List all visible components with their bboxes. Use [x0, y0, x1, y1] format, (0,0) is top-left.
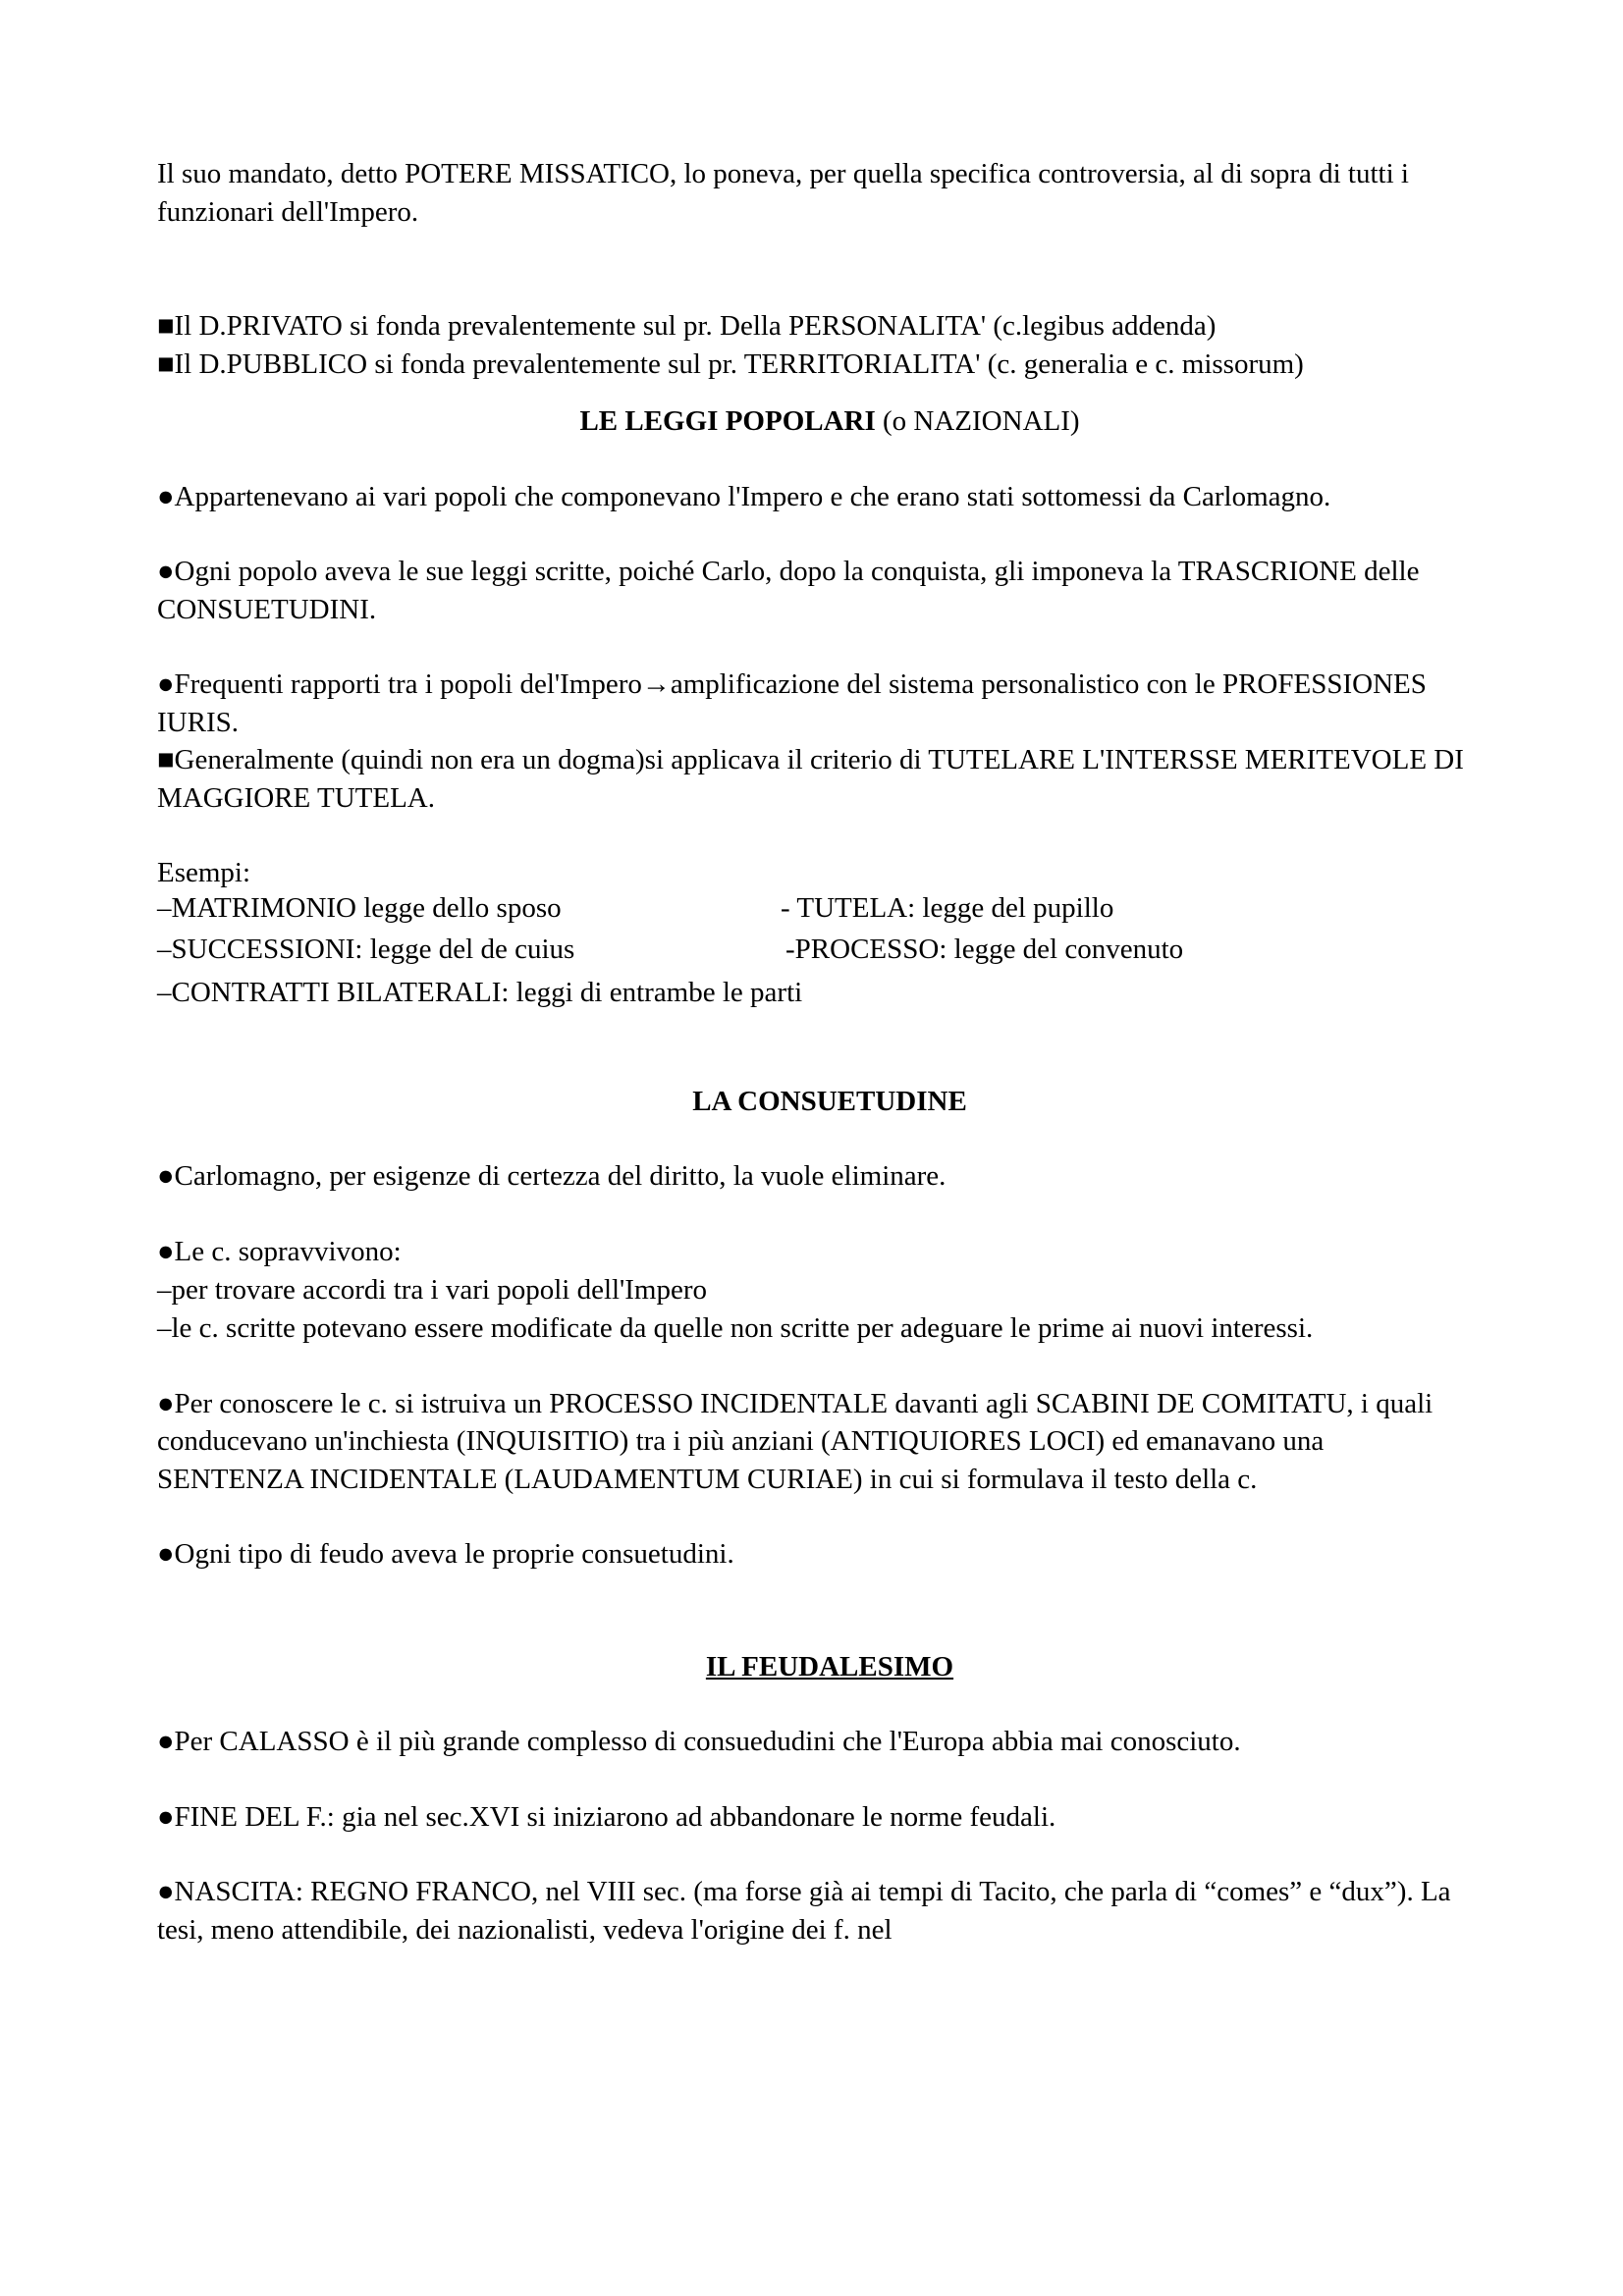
leggi-paragraph-2: ●Ogni popolo aveva le sue leggi scritte, poiché Carlo, dopo la conquista, gli imponeva la TRASCRIONE delle CONSUETUDINI.	[157, 556, 1420, 625]
consuetudine-paragraph-3: –per trovare accordi tra i vari popoli dell'Impero	[157, 1274, 708, 1306]
feudalesimo-paragraph-2: ●FINE DEL F.: gia nel sec.XVI si iniziarono ad abbandonare le norme feudali.	[157, 1800, 1056, 1833]
leggi-paragraph-3: ●Frequenti rapporti tra i popoli del'Impero→amplificazione del sistema personalistico con le PROFESSIONES IURIS.	[157, 668, 1427, 738]
consuetudine-paragraph-2: ●Le c. sopravvivono:	[157, 1235, 402, 1267]
feudalesimo-paragraph-3: ●NASCITA: REGNO FRANCO, nel VIII sec. (ma forse già ai tempi di Tacito, che parla di “comes” e “dux”). La tesi, meno attendibile, dei nazionalisti, vedeva l'origine dei f. nel	[157, 1876, 1451, 1946]
leggi-paragraph-1: ●Appartenevano ai vari popoli che componevano l'Impero e che erano stati sottomessi da Carlomagno.	[157, 480, 1331, 512]
examples-row-1	[157, 888, 1473, 928]
example-processo: -PROCESSO: legge del convenuto	[785, 933, 1184, 965]
section-title-rest: (o NAZIONALI)	[875, 405, 1080, 437]
document-page	[157, 155, 1473, 1949]
examples-row-2	[157, 928, 1473, 971]
examples-row-3	[157, 971, 1473, 1014]
intro-paragraph: Il suo mandato, detto POTERE MISSATICO, lo poneva, per quella specifica controversia, al di sopra di tutti i funzionari dell'Impero.	[157, 158, 1409, 228]
example-contratti: –CONTRATTI BILATERALI: leggi di entrambe le parti	[157, 976, 803, 1008]
consuetudine-paragraph-5: ●Per conoscere le c. si istruiva un PROCESSO INCIDENTALE davanti agli SCABINI DE COMITATU, i quali conducevano un'inchiesta (INQUISITIO) tra i più anziani (ANTIQUIORES LOCI) ed emanavano una SENTENZA INCIDENTALE (LAUDAMENTUM CURIAE) in cui si formulava il testo della c.	[157, 1387, 1434, 1495]
example-matrimonio: –MATRIMONIO legge dello sposo	[157, 891, 562, 924]
consuetudine-paragraph-6: ●Ogni tipo di feudo aveva le proprie consuetudini.	[157, 1538, 734, 1570]
consuetudine-paragraph-4: –le c. scritte potevano essere modificate da quelle non scritte per adeguare le prime ai nuovi interessi.	[157, 1312, 1314, 1344]
section-title-feudalesimo	[187, 1648, 1473, 1686]
section-title-bold: LE LEGGI POPOLARI	[579, 405, 876, 437]
consuetudine-paragraph-1: ●Carlomagno, per esigenze di certezza del diritto, la vuole eliminare.	[157, 1160, 947, 1192]
leggi-paragraph-4: ■Generalmente (quindi non era un dogma)si applicava il criterio di TUTELARE L'INTERSSE MERITEVOLE DI MAGGIORE TUTELA.	[157, 744, 1464, 814]
private-law-note: ■Il D.PRIVATO si fonda prevalentemente sul pr. Della PERSONALITA' (c.legibus addenda)	[157, 310, 1217, 342]
section-title-bold: LA CONSUETUDINE	[692, 1085, 967, 1117]
feudalesimo-paragraph-1: ●Per CALASSO è il più grande complesso di consuedudini che l'Europa abbia mai conosciuto.	[157, 1726, 1241, 1757]
section-title-leggi-popolari	[187, 402, 1473, 441]
section-title-consuetudine	[187, 1083, 1473, 1121]
public-law-note: ■Il D.PUBBLICO si fonda prevalentemente sul pr. TERRITORIALITA' (c. generalia e c. missorum)	[157, 347, 1304, 380]
section-title-bold: IL FEUDALESIMO	[705, 1650, 954, 1682]
example-tutela: - TUTELA: legge del pupillo	[781, 891, 1114, 924]
examples-label: Esempi:	[157, 857, 251, 888]
example-successioni: –SUCCESSIONI: legge del de cuius	[157, 933, 575, 965]
